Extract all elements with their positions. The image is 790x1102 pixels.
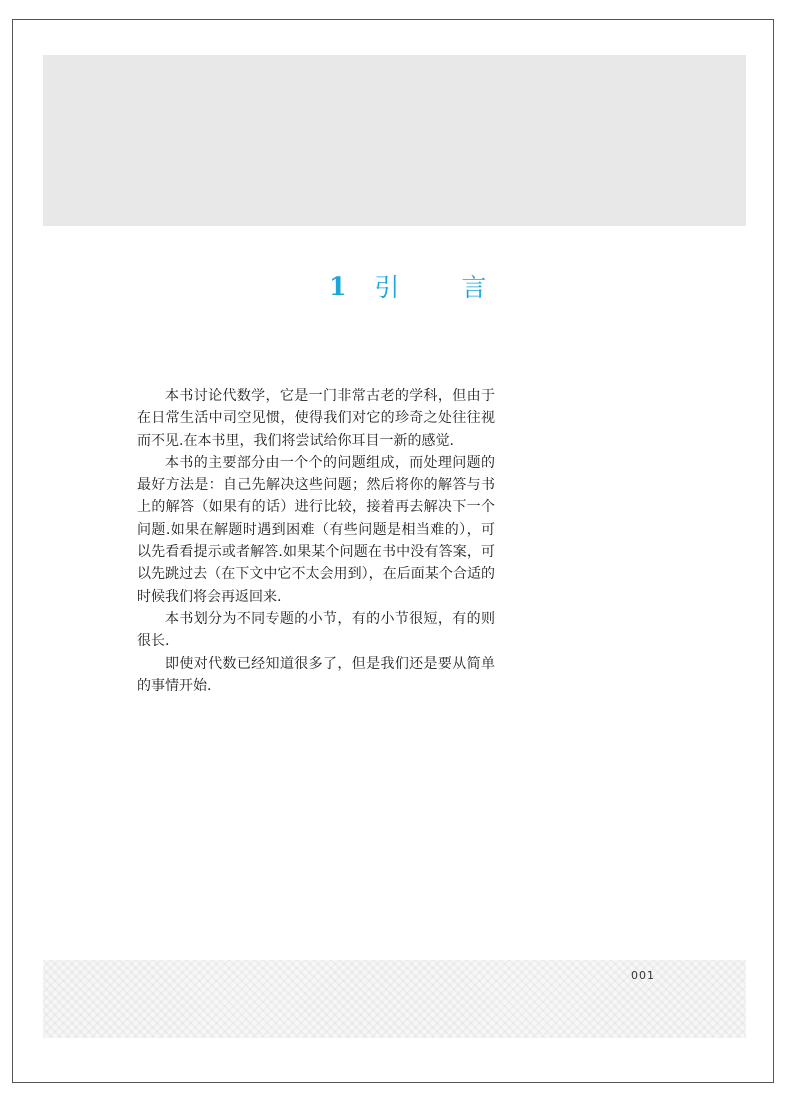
chapter-title <box>329 266 486 306</box>
page-number: 001 <box>631 969 655 982</box>
header-band <box>43 55 746 226</box>
paragraph: 本书划分为不同专题的小节，有的小节很短，有的则很长. <box>137 610 495 650</box>
body-text <box>137 385 495 697</box>
chapter-title-char-2: 言 <box>461 273 487 302</box>
paragraph: 本书的主要部分由一个个的问题组成，而处理问题的最好方法是：自己先解决这些问题；然后将你的解答与书上的解答（如果有的话）进行比较，接着再去解决下一个问题.如果在解题时遇到困难（有些问题是相当难的），可以先看看提示或者解答.如果某个问题在书中没有答案，可以先跳过去（在下文中它不太会用到），在后面某个合适的时候我们将会再返回来. <box>137 454 495 605</box>
paragraph: 本书讨论代数学，它是一门非常古老的学科，但由于在日常生活中司空见惯，使得我们对它的珍奇之处往往视而不见.在本书里，我们将尝试给你耳目一新的感觉. <box>137 388 495 449</box>
paragraph: 即使对代数已经知道很多了，但是我们还是要从简单的事情开始. <box>137 655 495 694</box>
chapter-number: 1 <box>329 271 347 301</box>
chapter-title-char-1: 引 <box>374 273 400 302</box>
